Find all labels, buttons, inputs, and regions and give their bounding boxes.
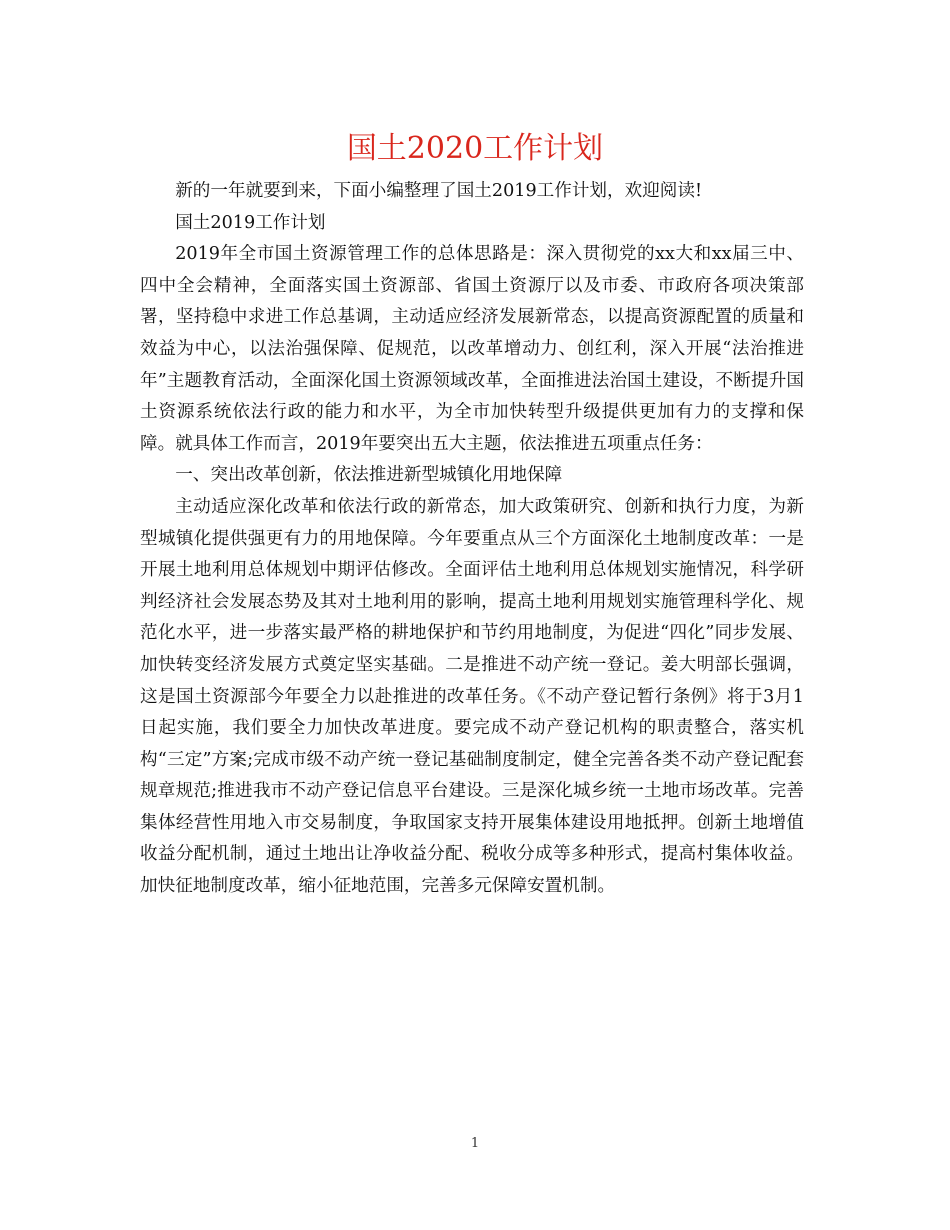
page-title: 国土2020工作计划 bbox=[346, 131, 604, 166]
paragraph-intro: 新的一年就要到来，下面小编整理了国土2019工作计划，欢迎阅读! bbox=[175, 181, 703, 201]
section-heading-1: 一、突出改革创新，依法推进新型城镇化用地保障 bbox=[175, 465, 563, 486]
page-number: 1 bbox=[470, 1136, 480, 1151]
paragraph-overview: 2019年全市国土资源管理工作的总体思路是：深入贯彻党的xx大和xx届三中、四中全会精神，全面落实国土资源部、省国土资源厅以及市委、市政府各项决策部署，坚持稳中求进工作总基调，主动适应经济发展新常态，以提高资源配置的质量和效益为中心，以法治强保障、促规范，以改革增动力、创红利，深入开展“法治推进年”主题教育活动，全面深化国土资源领域改革，全面推进法治国土建设，不断提升国土资源系统依法行政的能力和水平，为全市加快转型升级提供更加有力的支撑和保障。就具体工作而言，2019年要突出五大主题，依法推进五项重点任务： bbox=[140, 244, 804, 454]
paragraph-section-1: 主动适应深化改革和依法行政的新常态，加大政策研究、创新和执行力度，为新型城镇化提供强更有力的用地保障。今年要重点从三个方面深化土地制度改革：一是开展土地利用总体规划中期评估修改。全面评估土地利用总体规划实施情况，科学研判经济社会发展态势及其对土地利用的影响，提高土地利用规划实施管理科学化、规范化水平，进一步落实最严格的耕地保护和节约用地制度，为促进“四化”同步发展、加快转变经济发展方式奠定坚实基础。二是推进不动产统一登记。姜大明部长强调，这是国土资源部今年要全力以赴推进的改革任务。《不动产登记暂行条例》将于3月1日起实施，我们要全力加快改革进度。要完成不动产登记机构的职责整合，落实机构“三定”方案;完成市级不动产统一登记基础制度制定，健全完善各类不动产登记配套规章规范;推进我市不动产登记信息平台建设。三是深化城乡统一土地市场改革。完善集体经营性用地入市交易制度，争取国家支持开展集体建设用地抵押。创新土地增值收益分配机制，通过土地出让净收益分配、税收分成等多种形式，提高村集体收益。加快征地制度改革，缩小征地范围，完善多元保障安置机制。 bbox=[140, 496, 804, 897]
paragraph-subtitle: 国土2019工作计划 bbox=[175, 212, 326, 233]
document-body bbox=[140, 176, 804, 903]
